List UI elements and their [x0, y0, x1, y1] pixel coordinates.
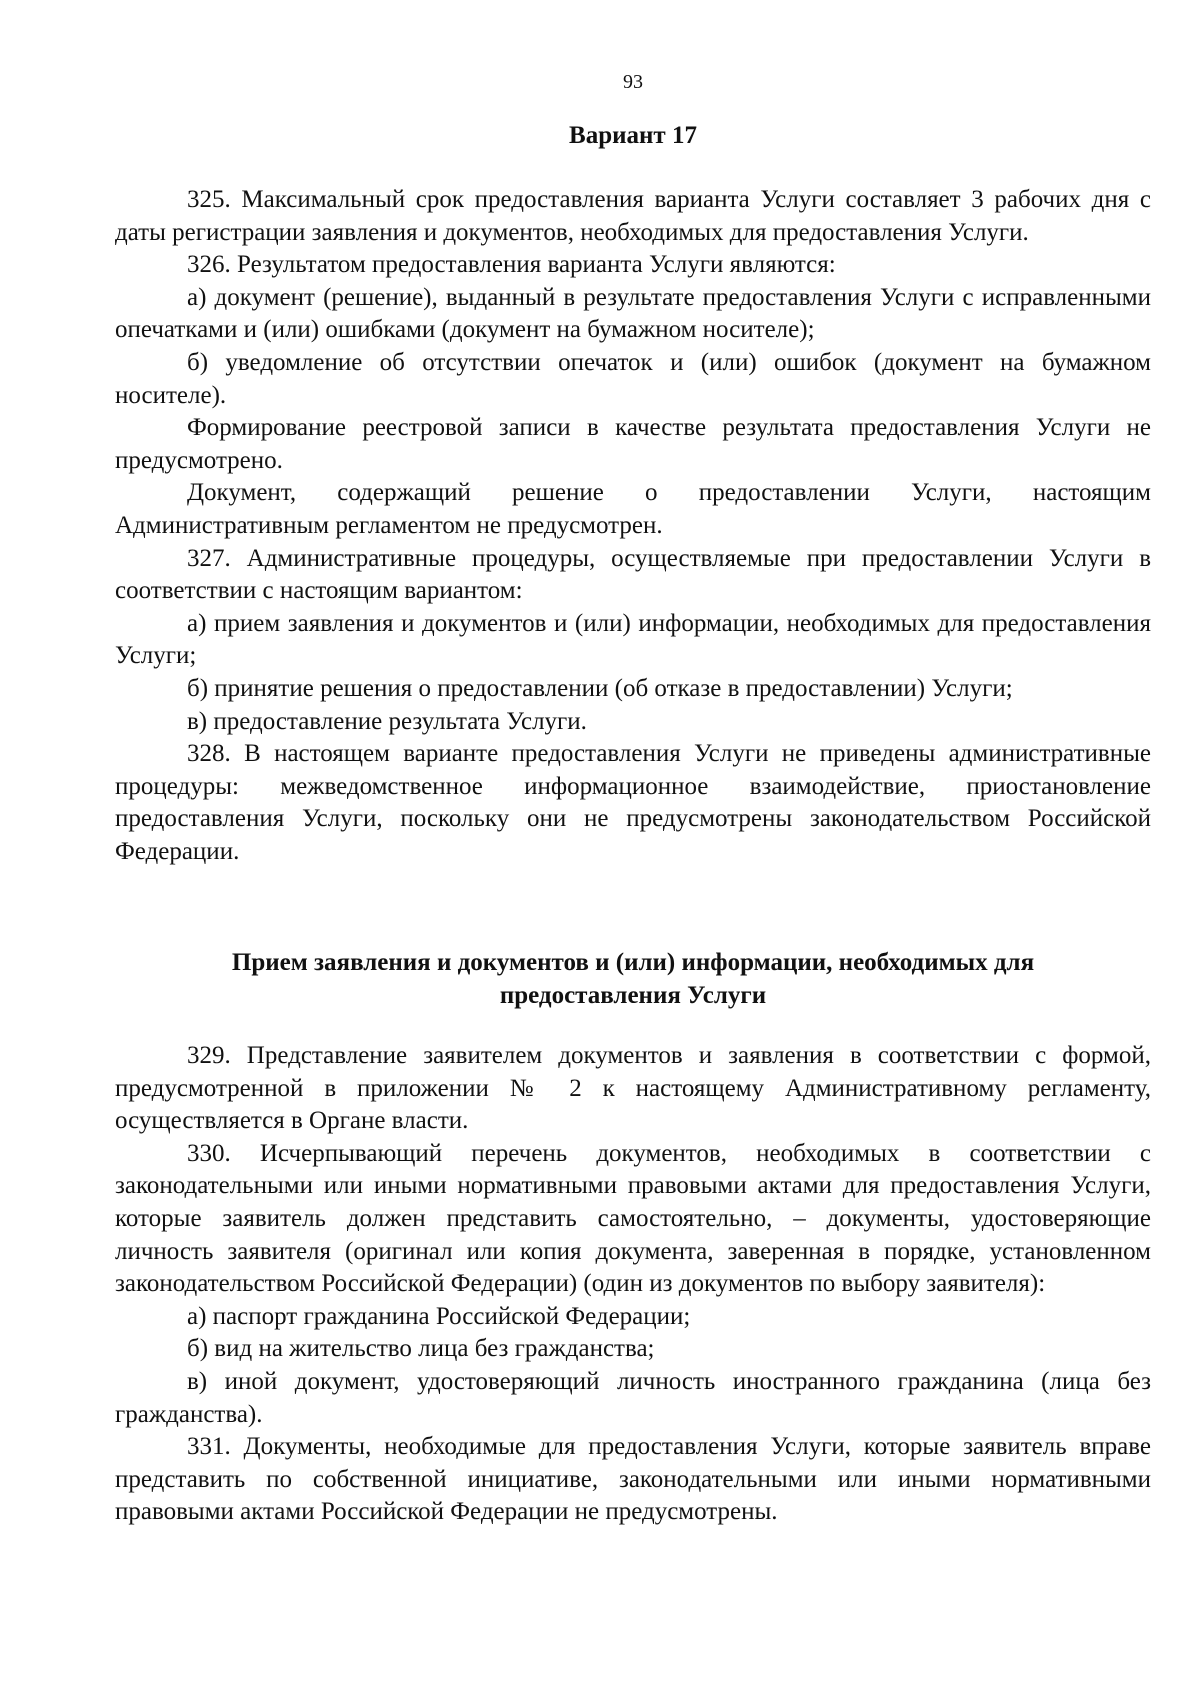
variant-title: Вариант 17: [569, 122, 697, 149]
page-number: 93: [623, 71, 643, 93]
paragraph-327-c: в) предоставление результата Услуги.: [187, 707, 587, 735]
section-1: [115, 184, 1151, 868]
paragraph-327-b: б) принятие решения о предоставлении (об отказе в предоставлении) Услуги;: [187, 674, 1013, 702]
paragraph-decision: Документ, содержащий решение о предоставлении Услуги, настоящим Административным регламентом не предусмотрен.: [115, 479, 1151, 539]
paragraph-329: 329. Представление заявителем документов и заявления в соответствии с формой, предусмотренной в приложении № 2 к настоящему Административному регламенту, осуществляется в Органе власти.: [115, 1042, 1151, 1135]
paragraph-326-b: б) уведомление об отсутствии опечаток и (или) ошибок (документ на бумажном носителе).: [115, 348, 1151, 409]
paragraph-325: 325. Максимальный срок предоставления варианта Услуги составляет 3 рабочих дня с даты регистрации заявления и документов, необходимых для предоставления Услуги.: [115, 186, 1151, 246]
paragraph-registry: Формирование реестровой записи в качестве результата предоставления Услуги не предусмотрено.: [115, 414, 1151, 474]
document-page: [115, 0, 1151, 1697]
paragraph-327-a: а) прием заявления и документов и (или) информации, необходимых для предоставления Услуги;: [115, 609, 1151, 670]
paragraph-330-b: б) вид на жительство лица без гражданства;: [187, 1335, 655, 1363]
paragraph-326-a: а) документ (решение), выданный в результате предоставления Услуги с исправленными опечатками и (или) ошибками (документ на бумажном носителе);: [115, 283, 1151, 344]
paragraph-330-c: в) иной документ, удостоверяющий личность иностранного гражданина (лица без гражданства).: [115, 1367, 1151, 1428]
section-heading: Прием заявления и документов и (или) информации, необходимых для предоставления Услуги: [231, 949, 1035, 1009]
paragraph-330-a: а) паспорт гражданина Российской Федерации;: [187, 1302, 691, 1330]
paragraph-330: 330. Исчерпывающий перечень документов, необходимых в соответствии с законодательными или иными нормативными правовыми актами для предоставления Услуги, которые заявитель должен представить самостоятельно, – документы, удостоверяющие личность заявителя (оригинал или копия документа, заверенная в порядке, установленном законодательством Российской Федерации) (один из документов по выбору заявителя):: [115, 1139, 1151, 1298]
paragraph-331: 331. Документы, необходимые для предоставления Услуги, которые заявитель вправе представить по собственной инициативе, законодательными или иными нормативными правовыми актами Российской Федерации не предусмотрены.: [115, 1433, 1151, 1526]
paragraph-326: 326. Результатом предоставления варианта Услуги являются:: [187, 251, 836, 279]
section-2: [115, 1040, 1151, 1529]
paragraph-328: 328. В настоящем варианте предоставления Услуги не приведены административные процедуры: межведомственное информационное взаимодействие, приостановление предоставления Услуги, поскольку они не предусмотрены законодательством Российской Федерации.: [115, 740, 1151, 865]
paragraph-327: 327. Административные процедуры, осуществляемые при предоставлении Услуги в соответствии с настоящим вариантом:: [115, 544, 1151, 605]
